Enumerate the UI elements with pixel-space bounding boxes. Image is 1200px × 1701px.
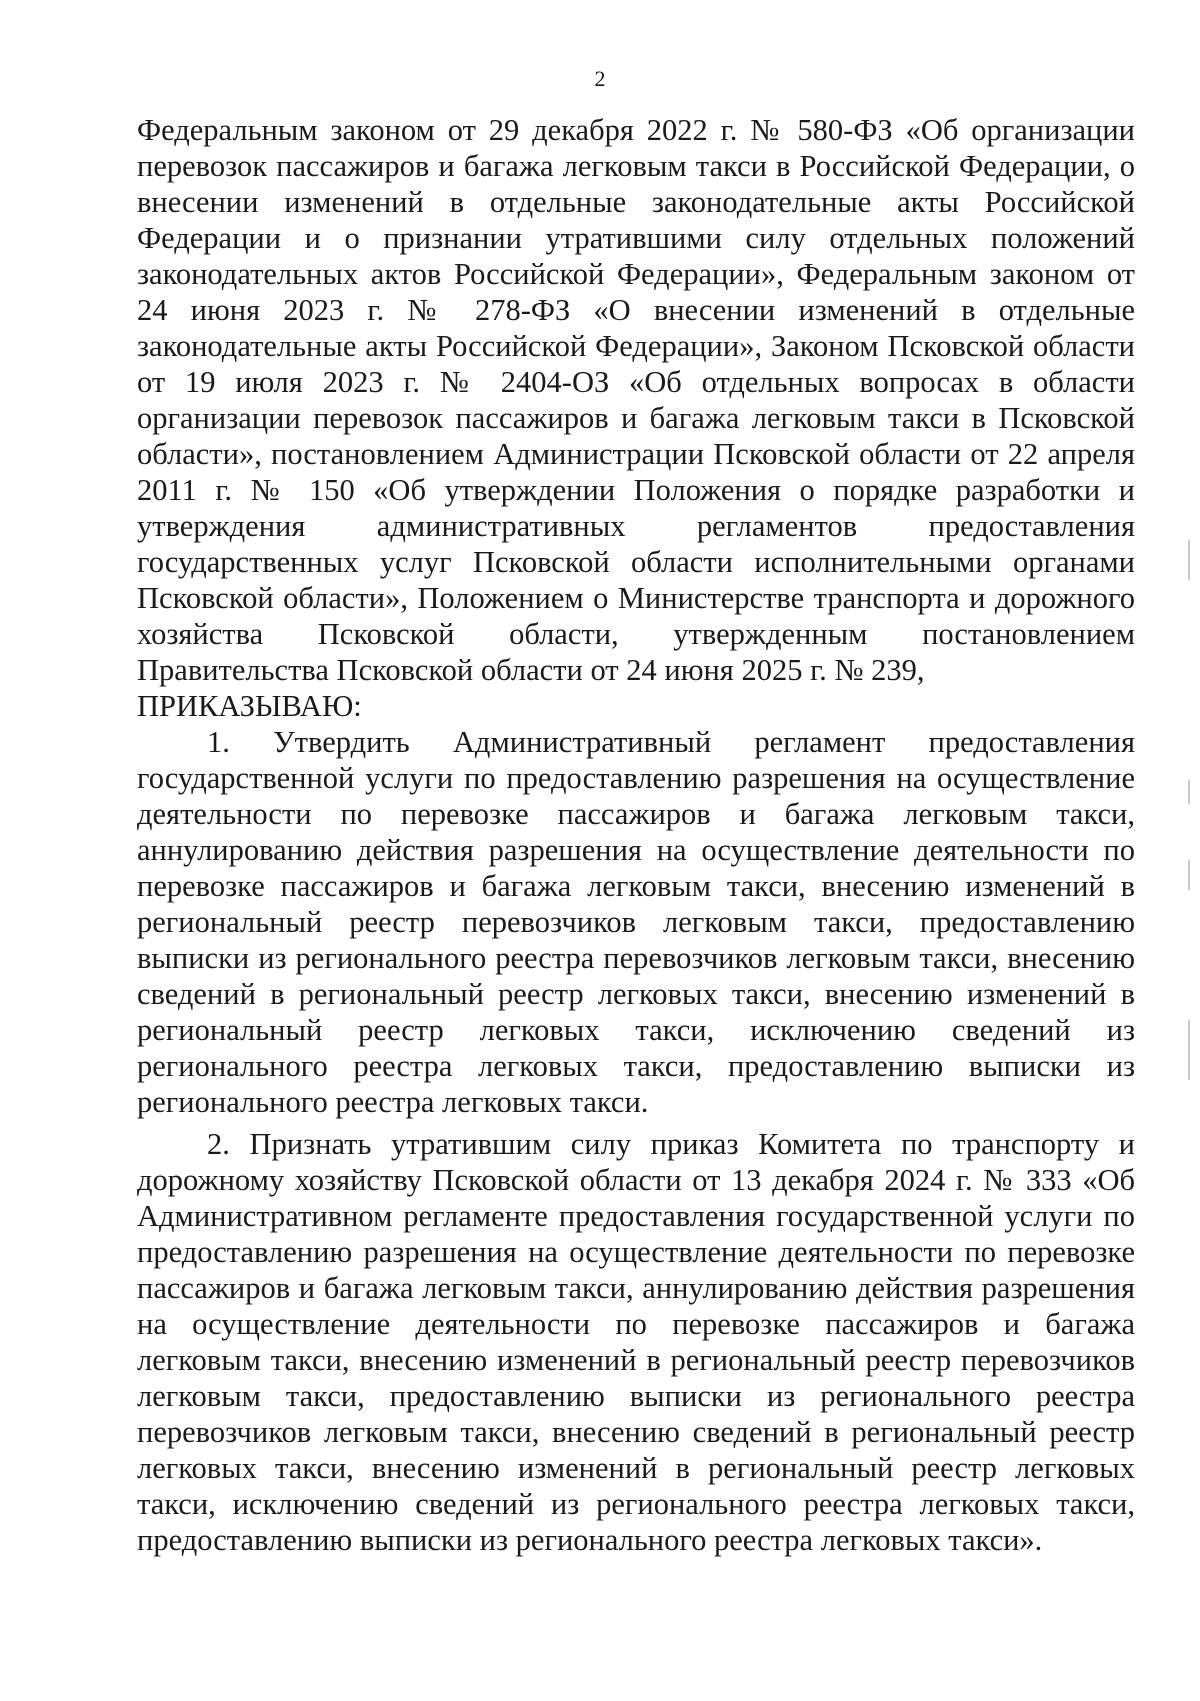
scan-artifact	[1188, 780, 1190, 804]
scan-artifact	[1188, 1020, 1190, 1080]
order-item-2: 2. Признать утратившим силу приказ Комитета по транспорту и дорожному хозяйству Псковской области от 13 декабря 2024 г. № 333 «Об Административном регламенте предоставления государственной услуги по предоставлению разрешения на осуществление деятельности по перевозке пассажиров и багажа легковым такси, аннулированию действия разрешения на осуществление деятельности по перевозке пассажиров и багажа легковым такси, внесению изменений в региональный реестр перевозчиков легковым такси, предоставлению выписки из регионального реестра перевозчиков легковым такси, внесению сведений в региональный реестр легковых такси, внесению изменений в региональный реестр легковых такси, исключению сведений из регионального реестра легковых такси, предоставлению выписки из регионального реестра легковых такси».	[137, 1127, 1135, 1557]
order-item-1: 1. Утвердить Административный регламент предоставления государственной услуги по предоставлению разрешения на осуществление деятельности по перевозке пассажиров и багажа легковым такси, аннулированию действия разрешения на осуществление деятельности по перевозке пассажиров и багажа легковым такси, внесению изменений в региональный реестр перевозчиков легковым такси, предоставлению выписки из регионального реестра перевозчиков легковым такси, внесению сведений в региональный реестр легковых такси, внесению изменений в региональный реестр легковых такси, исключению сведений из регионального реестра легковых такси, предоставлению выписки из регионального реестра легковых такси.	[137, 725, 1135, 1119]
document-body	[137, 112, 1135, 1558]
scan-artifact	[1188, 540, 1190, 580]
scan-artifact	[1188, 860, 1190, 890]
page-number: 2	[594, 66, 606, 91]
preamble-paragraph: Федеральным законом от 29 декабря 2022 г. № 580-ФЗ «Об организации перевозок пассажиров и багажа легковым такси в Российской Федерации, о внесении изменений в отдельные законодательные акты Российской Федерации и о признании утратившими силу отдельных положений законодательных актов Российской Федерации», Федеральным законом от 24 июня 2023 г. № 278-ФЗ «О внесении изменений в отдельные законодательные акты Российской Федерации», Законом Псковской области от 19 июля 2023 г. № 2404-ОЗ «Об отдельных вопросах в области организации перевозок пассажиров и багажа легковым такси в Псковской области», постановлением Администрации Псковской области от 22 апреля 2011 г. № 150 «Об утверждении Положения о порядке разработки и утверждения административных регламентов предоставления государственных услуг Псковской области исполнительными органами Псковской области», Положением о Министерстве транспорта и дорожного хозяйства Псковской области, утвержденным постановлением Правительства Псковской области от 24 июня 2025 г. № 239,	[137, 113, 1135, 687]
order-heading: ПРИКАЗЫВАЮ:	[137, 689, 362, 723]
